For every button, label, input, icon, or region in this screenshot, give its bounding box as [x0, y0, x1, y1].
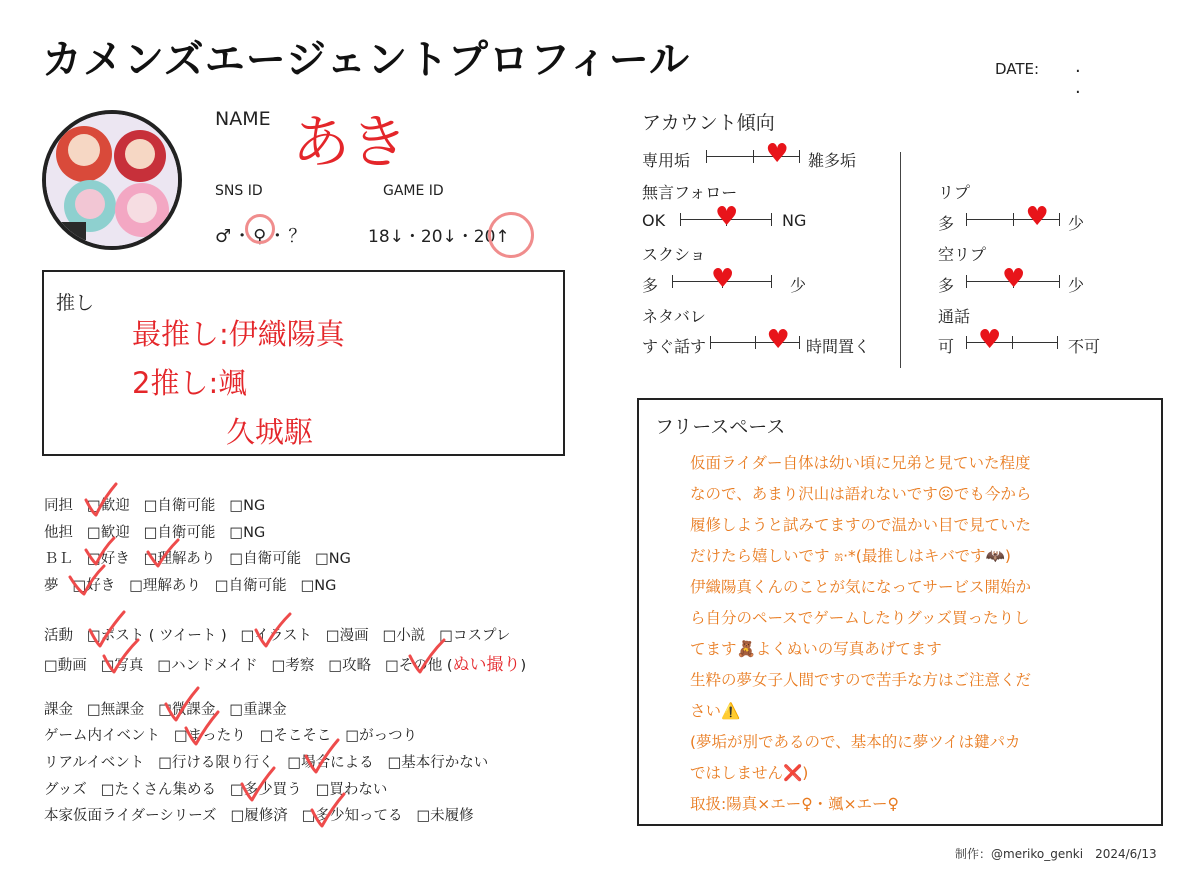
- heart-marker: ♥: [766, 325, 790, 355]
- checkbox[interactable]: □未履修: [416, 808, 474, 824]
- checkbox[interactable]: □写真: [100, 658, 144, 674]
- account-left-2-left: 多: [642, 276, 659, 295]
- checkbox[interactable]: □場合による: [287, 755, 374, 771]
- checkbox[interactable]: □イラスト: [240, 628, 312, 644]
- free-line: だけたら嬉しいです ೫·*(最推しはキバです🦇): [690, 547, 1011, 565]
- checkbox[interactable]: □行ける限り行く: [158, 755, 274, 771]
- heart-marker: ♥: [765, 139, 789, 169]
- column-divider: [900, 152, 901, 368]
- check-mark: [256, 614, 290, 646]
- oshi-heading: 推し: [56, 292, 95, 314]
- free-line: (夢垢が別であるので、基本的に夢ツイは鍵パカ: [690, 733, 1021, 751]
- free-line: 伊織陽真くんのことが気になってサービス開始か: [690, 578, 1032, 596]
- other-activity-value: ぬい撮り: [452, 655, 521, 675]
- checkbox[interactable]: □小説: [382, 628, 426, 644]
- account-right-1-left: 多: [938, 276, 955, 295]
- account-left-1-left: OK: [642, 211, 666, 230]
- checkbox[interactable]: □コスプレ: [439, 628, 511, 644]
- free-line: なので、あまり沢山は語れないです😖でも今から: [690, 485, 1032, 503]
- checkbox[interactable]: □そこそこ: [259, 728, 332, 744]
- checkbox[interactable]: □攻略: [328, 658, 372, 674]
- free-line: 取扱:陽真×エー♀・颯×エー♀: [690, 795, 899, 813]
- checkbox[interactable]: □基本行かない: [387, 755, 489, 771]
- checkbox[interactable]: □理解あり: [143, 551, 216, 567]
- check-mark: [148, 540, 178, 566]
- check-mark: [104, 640, 138, 672]
- heart-marker: ♥: [1025, 202, 1049, 232]
- account-right-1-title: 空リプ: [938, 245, 987, 264]
- account-scale-1: [680, 202, 772, 232]
- account-right-0-right: 少: [1068, 214, 1085, 233]
- row-bl: ＢＬ □好き □理解あり □自衛可能 □NG: [44, 551, 351, 567]
- row-yume: 夢 □好き □理解あり □自衛可能 □NG: [44, 578, 337, 594]
- account-scale-4: [966, 202, 1060, 232]
- checkbox[interactable]: □NG: [315, 551, 351, 567]
- name-value: あき: [292, 108, 409, 176]
- check-mark: [86, 538, 114, 564]
- checkbox[interactable]: □歓迎: [87, 498, 130, 514]
- free-line: てます🧸よくぬいの写真あげてます: [690, 640, 942, 658]
- checkbox[interactable]: □たくさん集める: [100, 782, 216, 798]
- checkbox[interactable]: □漫画: [325, 628, 369, 644]
- checkbox[interactable]: □好き: [72, 578, 116, 594]
- game-id-label: GAME ID: [383, 183, 444, 199]
- check-mark: [166, 688, 198, 720]
- row-tatan: 他担 □歓迎 □自衛可能 □NG: [44, 525, 266, 541]
- account-scale-3: [710, 325, 800, 355]
- age-options: 18↓・20↓・20↑: [368, 227, 510, 247]
- row-real-event: リアルイベント □行ける限り行く □場合による □基本行かない: [44, 755, 489, 771]
- free-line: ではしません❌): [690, 764, 809, 782]
- account-left-3-title: ネタバレ: [642, 307, 706, 326]
- row-kakin: 課金 □無課金 □微課金 □重課金: [44, 702, 287, 718]
- checkbox[interactable]: □まったり: [174, 728, 246, 744]
- free-line: 生粋の夢女子人間ですので苦手な方はご注意くだ: [690, 671, 1032, 689]
- oshi-second: 2推し:颯: [132, 366, 248, 400]
- checkbox[interactable]: □ハンドメイド: [157, 658, 258, 674]
- account-scale-6: [966, 325, 1058, 355]
- page-title: カメンズエージェントプロフィール: [42, 37, 690, 83]
- heart-marker: ♥: [978, 325, 1002, 355]
- other-activity-close: ): [520, 658, 527, 674]
- account-right-2-right: 不可: [1068, 337, 1101, 356]
- checkbox[interactable]: □履修済: [230, 808, 288, 824]
- checkbox[interactable]: □理解あり: [129, 578, 201, 594]
- checkbox[interactable]: □歓迎: [87, 525, 130, 541]
- check-mark: [242, 768, 274, 800]
- check-mark: [90, 612, 124, 646]
- sns-id-label: SNS ID: [215, 183, 263, 199]
- check-mark: [410, 640, 444, 672]
- account-right-2-title: 通話: [938, 307, 971, 326]
- oshi-top: 最推し:伊織陽真: [132, 317, 345, 351]
- account-heading: アカウント傾向: [642, 112, 775, 134]
- checkbox[interactable]: □動画: [44, 658, 87, 674]
- free-line: 仮面ライダー自体は幼い頃に兄弟と見ていた程度: [690, 454, 1031, 472]
- account-left-3-left: すぐ話す: [642, 337, 707, 356]
- checkbox[interactable]: □NG: [300, 578, 337, 594]
- heart-marker: ♥: [711, 264, 735, 294]
- checkbox[interactable]: □多少買う: [229, 782, 302, 798]
- account-scale-0: [706, 139, 800, 169]
- checkbox[interactable]: □自衛可能: [214, 578, 287, 594]
- checkbox[interactable]: □自衛可能: [229, 551, 302, 567]
- oshi-second-continued: 久城駆: [226, 415, 314, 449]
- account-right-0-title: リプ: [938, 183, 971, 202]
- heart-marker: ♥: [1002, 264, 1026, 294]
- credit: 制作：@meriko_genki 2024/6/13: [955, 847, 1157, 861]
- free-space-text: [690, 448, 1152, 820]
- row-doutan: 同担 □歓迎 □自衛可能 □NG: [44, 498, 266, 514]
- checkbox[interactable]: □自衛可能: [143, 498, 216, 514]
- check-mark: [70, 566, 104, 594]
- check-mark: [186, 712, 218, 744]
- account-right-0-left: 多: [938, 214, 955, 233]
- checkbox[interactable]: □微課金: [158, 702, 216, 718]
- account-left-2-right: 少: [790, 276, 807, 295]
- row-katsudo-1: 活動 □ポスト ( ツイート ) □イラスト □漫画 □小説 □コスプレ: [44, 628, 511, 644]
- checkbox[interactable]: □その他 (: [385, 658, 453, 674]
- name-label: NAME: [215, 108, 271, 130]
- check-mark: [86, 484, 116, 515]
- checkbox[interactable]: □NG: [229, 525, 266, 541]
- checkbox[interactable]: □がっつり: [345, 728, 418, 744]
- checkbox[interactable]: □考察: [271, 658, 315, 674]
- account-right-2-left: 可: [938, 337, 955, 356]
- checkbox[interactable]: □ポスト ( ツイート ): [87, 628, 227, 644]
- free-line: ら自分のペースでゲームしたりグッズ買ったりし: [690, 609, 1030, 627]
- date-label: DATE:: [995, 60, 1040, 78]
- account-scale-5: [966, 264, 1060, 294]
- account-left-3-right: 時間置く: [806, 337, 871, 356]
- check-mark: [306, 740, 338, 772]
- checkbox[interactable]: □多少知ってる: [301, 808, 403, 824]
- checkbox[interactable]: □買わない: [315, 782, 388, 798]
- free-space-heading: フリースペース: [655, 416, 786, 438]
- account-right-1-right: 少: [1068, 276, 1085, 295]
- account-left-1-title: 無言フォロー: [642, 183, 738, 202]
- checkbox[interactable]: □無課金: [87, 702, 145, 718]
- account-left-1-right: NG: [782, 211, 807, 230]
- checkbox[interactable]: □好き: [87, 551, 130, 567]
- heart-marker: ♥: [715, 202, 739, 232]
- checkbox[interactable]: □自衛可能: [143, 525, 216, 541]
- row-goods: グッズ □たくさん集める □多少買う □買わない: [44, 782, 388, 798]
- check-mark: [312, 794, 344, 826]
- checkbox[interactable]: □重課金: [229, 702, 287, 718]
- account-left-2-title: スクショ: [642, 245, 706, 264]
- account-scale-2: [672, 264, 772, 294]
- row-event: ゲーム内イベント □まったり □そこそこ □がっつり: [44, 728, 418, 744]
- checkbox[interactable]: □NG: [229, 498, 266, 514]
- account-left-0-right: 雑多垢: [808, 151, 857, 170]
- gender-options: ♂・♀・？: [215, 226, 309, 247]
- account-left-0-left: 専用垢: [642, 151, 691, 170]
- row-series: 本家仮面ライダーシリーズ □履修済 □多少知ってる □未履修: [44, 808, 474, 824]
- free-line: さい⚠️: [690, 702, 741, 720]
- free-line: 履修しようと試みてますので温かい目で見ていた: [690, 516, 1032, 534]
- date-separators: . .: [1075, 56, 1123, 98]
